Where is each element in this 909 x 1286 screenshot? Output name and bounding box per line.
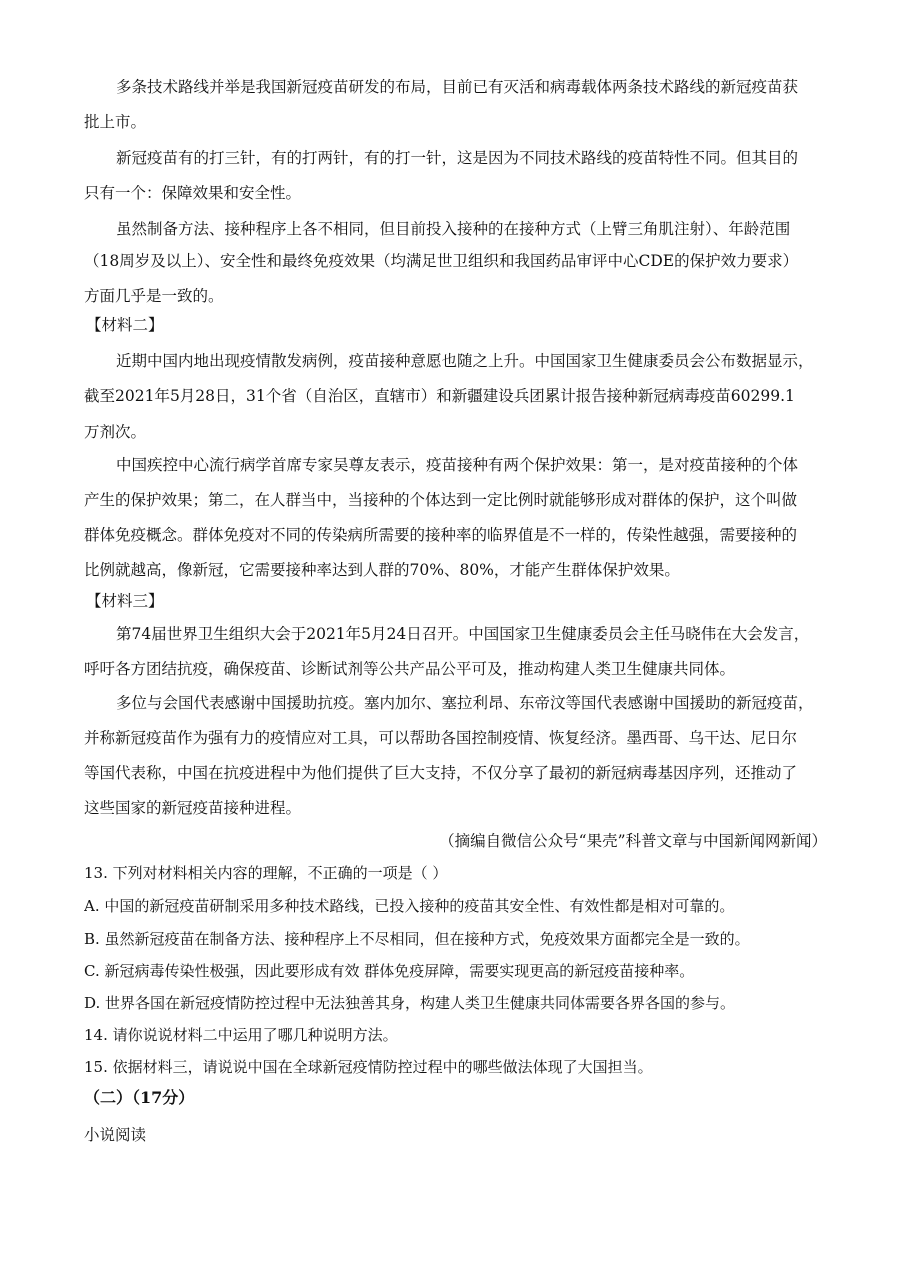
paragraph-1-line-2: 批上市。: [84, 113, 147, 131]
paragraph-6-line-2: 呼吁各方团结抗疫，确保疫苗、诊断试剂等公共产品公平可及，推动构建人类卫生健康共同体。: [84, 660, 736, 678]
paragraph-7-line-4: 这些国家的新冠疫苗接种进程。: [84, 799, 302, 817]
section-heading: （二）（17分）: [84, 1088, 195, 1107]
paragraph-1-line-1: 多条技术路线并举是我国新冠疫苗研发的布局，目前已有灭活和病毒载体两条技术路线的新冠疫苗获: [116, 78, 799, 96]
question-15: 15. 依据材料三，请说说中国在全球新冠疫情防控过程中的哪些做法体现了大国担当。: [84, 1058, 653, 1076]
paragraph-6-line-1: 第74届世界卫生组织大会于2021年5月24日召开。中国国家卫生健康委员会主任马晓伟在大会发言，: [116, 625, 810, 643]
option-d: D. 世界各国在新冠疫情防控过程中无法独善其身，构建人类卫生健康共同体需要各界各国的参与。: [84, 994, 736, 1012]
paragraph-2-line-1: 新冠疫苗有的打三针，有的打两针，有的打一针，这是因为不同技术路线的疫苗特性不同。但其目的: [116, 149, 799, 167]
question-13: 13. 下列对材料相关内容的理解，不正确的一项是（ ）: [84, 864, 448, 882]
paragraph-5-line-1: 中国疾控中心流行病学首席专家吴尊友表示，疫苗接种有两个保护效果：第一，是对疫苗接种的个体: [116, 456, 799, 474]
paragraph-5-line-3: 群体免疫概念。群体免疫对不同的传染病所需要的接种率的临界值是不一样的，传染性越强，需要接种的: [84, 526, 798, 544]
option-c: C. 新冠病毒传染性极强，因此要形成有效 群体免疫屏障，需要实现更高的新冠疫苗接种率。: [84, 962, 695, 980]
section-subtitle: 小说阅读: [84, 1126, 147, 1144]
paragraph-3-line-1: 虽然制备方法、接种程序上各不相同，但目前投入接种的在接种方式（上臂三角肌注射）、年龄范围: [116, 220, 791, 238]
paragraph-4-line-3: 万剂次。: [84, 423, 147, 441]
option-a: A. 中国的新冠疫苗研制采用多种技术路线，已投入接种的疫苗其安全性、有效性都是相对可靠的。: [84, 897, 735, 915]
paragraph-7-line-3: 等国代表称，中国在抗疫进程中为他们提供了巨大支持，不仅分享了最初的新冠病毒基因序列，还推动了: [84, 764, 798, 782]
option-b: B. 虽然新冠疫苗在制备方法、接种程序上不尽相同，但在接种方式，免疫效果方面都完全是一致的。: [84, 930, 750, 948]
paragraph-4-line-2: 截至2021年5月28日，31个省（自治区，直辖市）和新疆建设兵团累计报告接种新冠病毒疫苗60299.1: [84, 387, 795, 405]
material-3-heading: 【材料三】: [86, 592, 164, 610]
paragraph-2-line-2: 只有一个：保障效果和安全性。: [84, 184, 302, 202]
question-14: 14. 请你说说材料二中运用了哪几种说明方法。: [84, 1026, 398, 1044]
paragraph-7-line-1: 多位与会国代表感谢中国援助抗疫。塞内加尔、塞拉利昂、东帝汶等国代表感谢中国援助的新冠疫苗，: [116, 694, 814, 712]
paragraph-3-line-2: （18周岁及以上）、安全性和最终免疫效果（均满足世卫组织和我国药品审评中心CDE的保护效力要求）: [84, 252, 799, 270]
paragraph-4-line-1: 近期中国内地出现疫情散发病例，疫苗接种意愿也随之上升。中国国家卫生健康委员会公布数据显示，: [116, 352, 814, 370]
source-citation: （摘编自微信公众号“果壳”科普文章与中国新闻网新闻）: [439, 832, 827, 850]
paragraph-5-line-2: 产生的保护效果；第二，在人群当中，当接种的个体达到一定比例时就能够形成对群体的保护，这个叫做: [84, 491, 798, 509]
material-2-heading: 【材料二】: [86, 316, 164, 334]
paragraph-7-line-2: 并称新冠疫苗作为强有力的疫情应对工具，可以帮助各国控制疫情、恢复经济。墨西哥、乌干达、尼日尔: [84, 729, 798, 747]
paragraph-3-line-3: 方面几乎是一致的。: [84, 287, 224, 305]
paragraph-5-line-4: 比例就越高，像新冠，它需要接种率达到人群的70%、80%，才能产生群体保护效果。: [84, 561, 680, 579]
